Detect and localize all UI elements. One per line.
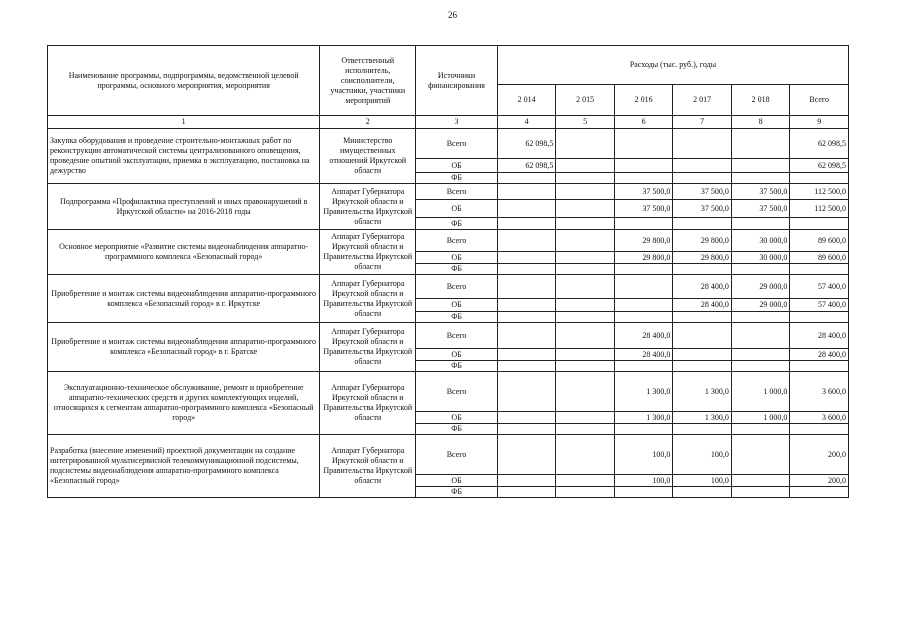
row-value <box>497 412 556 424</box>
row-value <box>556 412 615 424</box>
row-value <box>497 275 556 299</box>
row-value <box>556 184 615 200</box>
row-value: 1 300,0 <box>614 372 673 412</box>
column-number: 9 <box>790 116 849 129</box>
column-number: 3 <box>416 116 498 129</box>
row-value: 37 500,0 <box>673 200 732 218</box>
row-value: 37 500,0 <box>731 200 790 218</box>
row-value <box>556 129 615 159</box>
row-source: ОБ <box>416 252 498 264</box>
row-value <box>497 361 556 372</box>
row-source: Всего <box>416 129 498 159</box>
row-value <box>556 173 615 184</box>
row-value <box>556 264 615 275</box>
row-value <box>731 173 790 184</box>
row-value <box>731 349 790 361</box>
row-responsible: Министерство имущественных отношений Иркутской области <box>320 129 416 184</box>
row-source: ОБ <box>416 349 498 361</box>
row-value <box>614 487 673 498</box>
row-value: 29 800,0 <box>673 252 732 264</box>
row-value <box>556 424 615 435</box>
row-value <box>497 264 556 275</box>
row-source: ОБ <box>416 299 498 312</box>
row-value <box>556 323 615 349</box>
row-value <box>673 424 732 435</box>
row-value: 37 500,0 <box>614 200 673 218</box>
row-value <box>731 435 790 475</box>
row-source: ОБ <box>416 475 498 487</box>
row-value: 29 000,0 <box>731 299 790 312</box>
row-value <box>614 424 673 435</box>
header-expenses: Расходы (тыс. руб.), годы <box>497 46 848 85</box>
table-row <box>48 435 849 475</box>
row-value <box>731 487 790 498</box>
row-value <box>673 173 732 184</box>
row-value <box>556 475 615 487</box>
row-value <box>731 312 790 323</box>
row-value <box>497 184 556 200</box>
row-source: ФБ <box>416 487 498 498</box>
table-row <box>48 372 849 412</box>
row-value <box>673 264 732 275</box>
row-value <box>731 475 790 487</box>
row-value: 29 800,0 <box>614 252 673 264</box>
row-value: 37 500,0 <box>731 184 790 200</box>
row-value <box>673 129 732 159</box>
row-source: ОБ <box>416 412 498 424</box>
row-value: 37 500,0 <box>673 184 732 200</box>
row-value <box>731 159 790 173</box>
row-responsible: Аппарат Губернатора Иркутской области и Правительства Иркутской области <box>320 372 416 435</box>
row-value <box>556 159 615 173</box>
row-value <box>497 312 556 323</box>
row-value: 100,0 <box>673 475 732 487</box>
row-source: ФБ <box>416 218 498 230</box>
row-total: 28 400,0 <box>790 349 849 361</box>
header-sources: Источники финансирования <box>416 46 498 116</box>
row-value <box>556 361 615 372</box>
row-source: Всего <box>416 372 498 412</box>
row-source: Всего <box>416 230 498 252</box>
table-row <box>48 184 849 200</box>
header-year: 2 016 <box>614 85 673 116</box>
row-total: 3 600,0 <box>790 372 849 412</box>
row-value <box>673 218 732 230</box>
row-value: 28 400,0 <box>673 275 732 299</box>
table-row <box>48 275 849 299</box>
row-total <box>790 173 849 184</box>
row-total: 200,0 <box>790 435 849 475</box>
row-total: 57 400,0 <box>790 275 849 299</box>
row-value <box>731 361 790 372</box>
row-value <box>497 424 556 435</box>
column-number: 8 <box>731 116 790 129</box>
row-name: Эксплуатационно-техническое обслуживание, ремонт и приобретение аппаратно-технических средств и других комплектующих изделий, относящихся к сегментам аппаратно-программного комплекса «Безопасный город» <box>48 372 320 435</box>
row-total: 112 500,0 <box>790 184 849 200</box>
row-value <box>614 159 673 173</box>
column-number: 6 <box>614 116 673 129</box>
row-value: 1 000,0 <box>731 372 790 412</box>
row-value <box>556 372 615 412</box>
row-value: 28 400,0 <box>614 349 673 361</box>
table-body <box>48 46 849 498</box>
row-value <box>673 323 732 349</box>
row-responsible: Аппарат Губернатора Иркутской области и Правительства Иркутской области <box>320 184 416 230</box>
row-value <box>497 349 556 361</box>
row-total <box>790 424 849 435</box>
row-source: ФБ <box>416 173 498 184</box>
row-value <box>673 361 732 372</box>
column-number: 2 <box>320 116 416 129</box>
row-value: 28 400,0 <box>614 323 673 349</box>
row-value <box>731 129 790 159</box>
row-value <box>556 252 615 264</box>
row-value <box>556 349 615 361</box>
row-value: 29 000,0 <box>731 275 790 299</box>
row-value <box>556 275 615 299</box>
row-total: 57 400,0 <box>790 299 849 312</box>
row-value: 30 000,0 <box>731 252 790 264</box>
row-source: Всего <box>416 323 498 349</box>
row-value: 100,0 <box>614 475 673 487</box>
row-value <box>556 218 615 230</box>
row-value <box>614 264 673 275</box>
row-value: 1 300,0 <box>673 372 732 412</box>
row-name: Закупка оборудования и проведение строительно-монтажных работ по реконструкции автоматической системы централизованного оповещения, проведение опытной эксплуатации, приемка в эксплуатацию, постановка на дежурство <box>48 129 320 184</box>
row-value <box>731 264 790 275</box>
row-total: 89 600,0 <box>790 230 849 252</box>
row-total <box>790 218 849 230</box>
page-number: 26 <box>448 10 457 20</box>
row-total: 3 600,0 <box>790 412 849 424</box>
row-value <box>556 435 615 475</box>
row-total <box>790 312 849 323</box>
row-value: 37 500,0 <box>614 184 673 200</box>
row-value: 29 800,0 <box>614 230 673 252</box>
row-value <box>731 323 790 349</box>
row-value: 29 800,0 <box>673 230 732 252</box>
row-value <box>497 435 556 475</box>
header-name: Наименование программы, подпрограммы, ведомственной целевой программы, основного мероприятия, мероприятия <box>48 46 320 116</box>
row-value <box>614 173 673 184</box>
row-responsible: Аппарат Губернатора Иркутской области и Правительства Иркутской области <box>320 435 416 498</box>
row-value <box>497 230 556 252</box>
row-value <box>556 487 615 498</box>
row-source: ОБ <box>416 200 498 218</box>
row-name: Приобретение и монтаж системы видеонаблюдения аппаратно-программного комплекса «Безопасный город» в г. Братске <box>48 323 320 372</box>
row-value <box>497 200 556 218</box>
header-total: Всего <box>790 85 849 116</box>
row-value <box>497 252 556 264</box>
row-value <box>497 173 556 184</box>
row-value: 62 098,5 <box>497 159 556 173</box>
row-total: 28 400,0 <box>790 323 849 349</box>
row-value <box>673 349 732 361</box>
row-value <box>673 159 732 173</box>
row-value: 1 300,0 <box>614 412 673 424</box>
row-value <box>673 312 732 323</box>
row-value <box>497 323 556 349</box>
header-year: 2 015 <box>556 85 615 116</box>
row-responsible: Аппарат Губернатора Иркутской области и Правительства Иркутской области <box>320 323 416 372</box>
budget-table <box>47 45 849 498</box>
row-source: ФБ <box>416 264 498 275</box>
row-value <box>614 312 673 323</box>
row-total: 200,0 <box>790 475 849 487</box>
row-total: 89 600,0 <box>790 252 849 264</box>
row-source: ФБ <box>416 361 498 372</box>
row-value <box>497 218 556 230</box>
header-responsible: Ответственный исполнитель, соисполнители, участники, участники мероприятий <box>320 46 416 116</box>
row-value: 30 000,0 <box>731 230 790 252</box>
row-total: 62 098,5 <box>790 159 849 173</box>
row-value <box>497 475 556 487</box>
row-source: Всего <box>416 435 498 475</box>
row-total: 112 500,0 <box>790 200 849 218</box>
row-value <box>614 275 673 299</box>
table-row <box>48 230 849 252</box>
column-number: 5 <box>556 116 615 129</box>
row-value <box>614 218 673 230</box>
column-number: 7 <box>673 116 732 129</box>
row-responsible: Аппарат Губернатора Иркутской области и Правительства Иркутской области <box>320 230 416 275</box>
row-total <box>790 264 849 275</box>
row-value <box>556 200 615 218</box>
row-value <box>497 299 556 312</box>
row-value <box>556 299 615 312</box>
row-value <box>614 299 673 312</box>
table-row <box>48 323 849 349</box>
row-value: 28 400,0 <box>673 299 732 312</box>
row-value: 1 000,0 <box>731 412 790 424</box>
column-number-row <box>48 116 849 129</box>
header-year: 2 017 <box>673 85 732 116</box>
row-value <box>731 424 790 435</box>
row-source: ФБ <box>416 424 498 435</box>
header-row-top <box>48 46 849 85</box>
row-value: 100,0 <box>673 435 732 475</box>
table-row <box>48 129 849 159</box>
row-responsible: Аппарат Губернатора Иркутской области и Правительства Иркутской области <box>320 275 416 323</box>
row-source: Всего <box>416 184 498 200</box>
row-total <box>790 487 849 498</box>
row-value <box>731 218 790 230</box>
row-value: 62 098,5 <box>497 129 556 159</box>
row-name: Основное мероприятие «Развитие системы видеонаблюдения аппаратно-программного комплекса «Безопасный город» <box>48 230 320 275</box>
row-value <box>614 129 673 159</box>
row-total <box>790 361 849 372</box>
row-value <box>614 361 673 372</box>
row-name: Разработка (внесение изменений) проектной документации на создание интегрированной мультисервисной телекоммуникационной подсистемы, подсистемы видеонаблюдения аппаратно-программного комплекса «Безопасный город» <box>48 435 320 498</box>
row-source: ФБ <box>416 312 498 323</box>
row-total: 62 098,5 <box>790 129 849 159</box>
row-value <box>673 487 732 498</box>
row-value <box>497 487 556 498</box>
header-year: 2 014 <box>497 85 556 116</box>
row-value <box>556 230 615 252</box>
row-value <box>497 372 556 412</box>
row-name: Приобретение и монтаж системы видеонаблюдения аппаратно-программного комплекса «Безопасный город» в г. Иркутске <box>48 275 320 323</box>
row-value: 1 300,0 <box>673 412 732 424</box>
row-name: Подпрограмма «Профилактика преступлений и иных правонарушений в Иркутской области» на 2016-2018 годы <box>48 184 320 230</box>
column-number: 4 <box>497 116 556 129</box>
column-number: 1 <box>48 116 320 129</box>
row-source: ОБ <box>416 159 498 173</box>
row-value <box>556 312 615 323</box>
row-source: Всего <box>416 275 498 299</box>
header-year: 2 018 <box>731 85 790 116</box>
row-value: 100,0 <box>614 435 673 475</box>
